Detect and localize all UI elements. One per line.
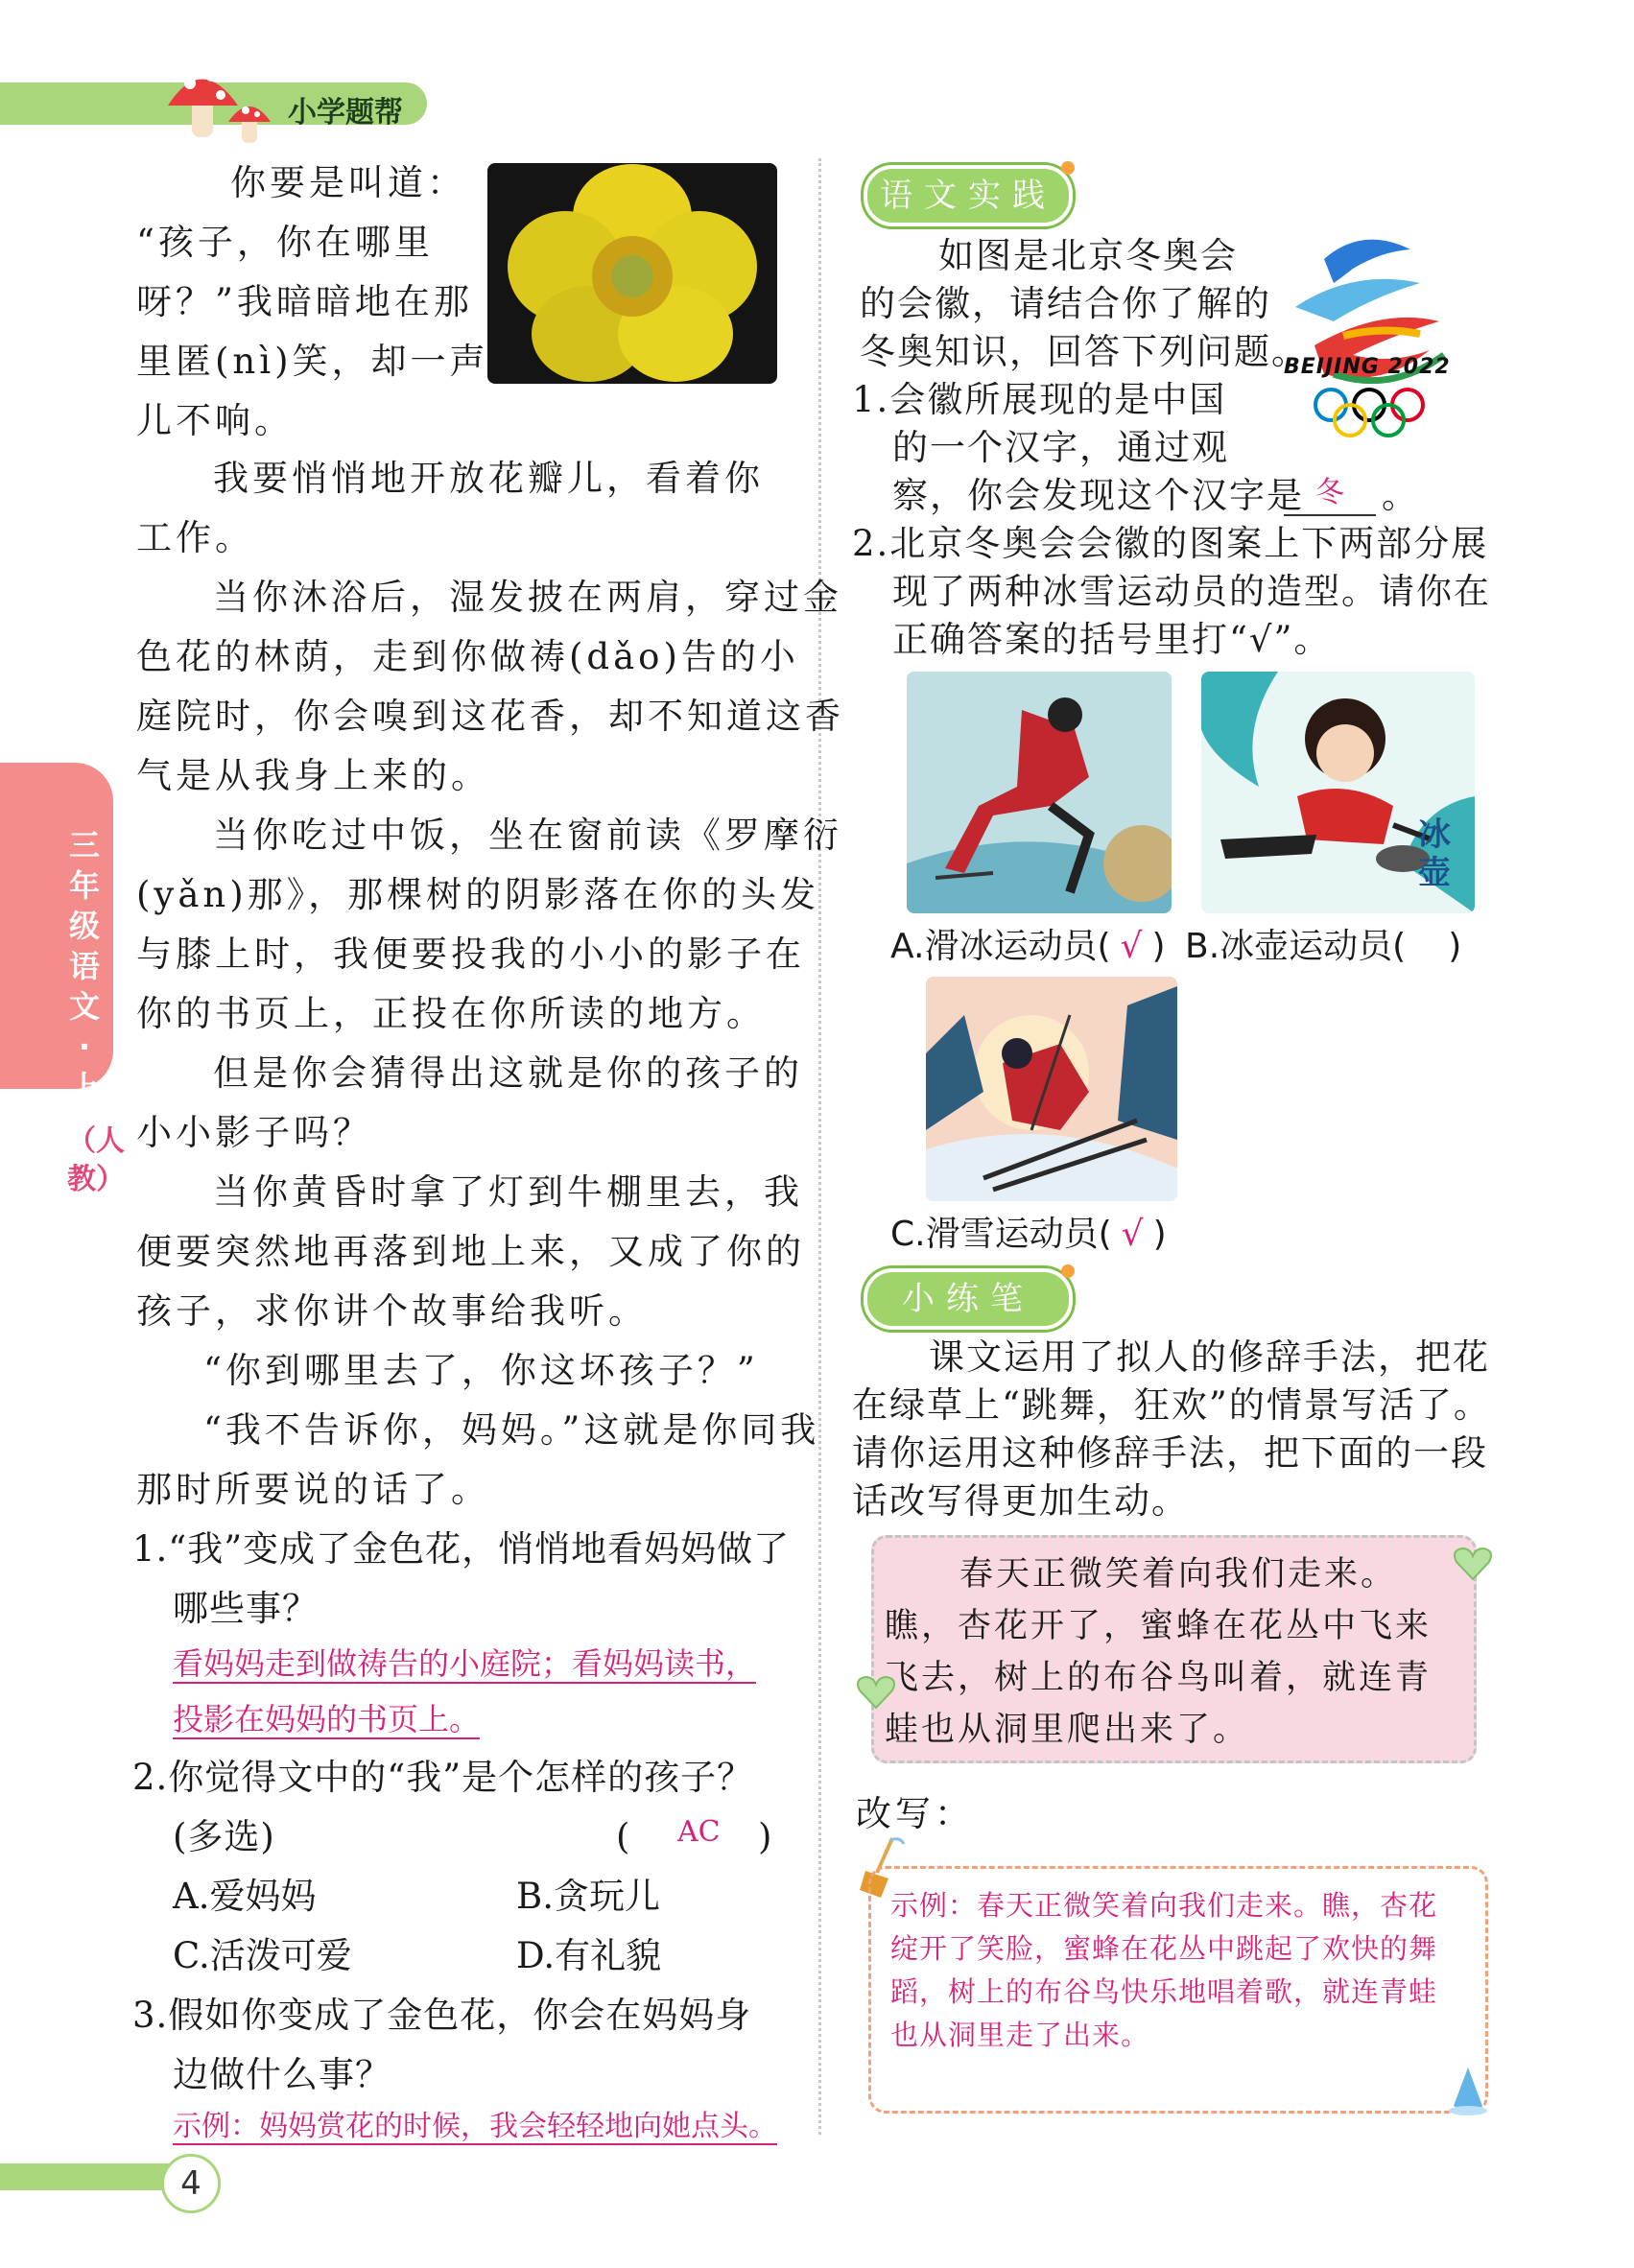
answer-2: AC [677,1815,721,1849]
practice-q1-answer: 冬 [1284,472,1376,516]
edition-label: （人教） [67,1124,125,1196]
rewrite-answer-line2: 绽开了笑脸，蜜蜂在花丛中跳起了欢快的舞 [890,1932,1438,1965]
water-drop-icon [1444,2063,1492,2120]
option-a-row [890,923,1165,971]
answer-paren-close: ) [758,1816,776,1857]
question-1-line2: 哪些事？ [173,1588,319,1629]
emblem-text: BEIJING 2022 [1284,355,1451,379]
writing-intro-line4: 话改写得更加生动。 [852,1480,1189,1522]
passage-p3-line4: 气是从我身上来的。 [136,755,490,796]
writing-intro-line1: 课文运用了拟人的修辞手法，把花 [929,1336,1490,1378]
skier-image [926,977,1177,1201]
option-a[interactable]: A.爱妈妈 [173,1876,317,1917]
passage-p3-line1: 当你沐浴后，湿发披在两肩，穿过金 [213,577,842,618]
title-dot [1061,161,1075,175]
passage-p4-line1: 当你吃过中饭，坐在窗前读《罗摩衍 [213,815,842,856]
box-line3: 飞去，树上的布谷鸟叫着，就连青 [885,1659,1433,1697]
page-number: 4 [161,2154,221,2213]
brand-title: 小学题帮 [288,96,403,130]
passage-p6-line3: 孩子，求你讲个故事给我听。 [136,1290,648,1332]
option-b-close: ) [1448,927,1462,966]
option-a-check[interactable]: √ [1120,927,1143,966]
passage-p1-line5: 儿不响。 [136,400,294,441]
practice-title-text: 语文实践 [880,177,1056,215]
passage-p1-line1: 你要是叫道： [230,162,466,203]
rewrite-answer-line4: 也从洞里走了出来。 [890,2019,1150,2051]
golden-flower-image [487,163,777,384]
practice-q2-line3: 正确答案的括号里打“√”。 [892,619,1332,660]
rewrite-answer-line1: 示例：春天正微笑着向我们走来。瞧，杏花 [890,1889,1438,1922]
answer-1-line2 [173,1694,480,1750]
answer-3-text: 示例：妈妈赏花的时候，我会轻轻地向她点头。 [173,2110,777,2143]
writing-intro-line3: 请你运用这种修辞手法，把下面的一段 [852,1432,1488,1474]
answer-1-text2: 投影在妈妈的书页上。 [173,1701,481,1737]
passage-p1-line2: “孩子，你在哪里 [136,222,434,263]
passage-p3-line2: 色花的林荫，走到你做祷(dǎo)告的小 [136,636,799,677]
writing-section-title [864,1268,1073,1330]
passage-p4-line2: (yǎn)那》，那棵树的阴影落在你的头发 [136,874,820,915]
practice-q2-line1: 2.北京冬奥会会徽的图案上下两部分展 [852,523,1489,564]
question-2-line2: (多选) [173,1816,275,1857]
question-1-line1: 1.“我”变成了金色花，悄悄地看妈妈做了 [132,1528,791,1570]
option-c-close: ) [1152,1215,1167,1254]
passage-p2-line2: 工作。 [136,517,254,558]
question-3-line1: 3.假如你变成了金色花，你会在妈妈身 [132,1995,752,2036]
option-c[interactable]: C.活泼可爱 [173,1935,352,1976]
curling-caption: 冰壶 [1418,815,1451,892]
passage-p4-line4: 你的书页上，正投在你所读的地方。 [136,993,766,1034]
passage-p1-line3: 呀？”我暗暗地在那 [136,281,473,322]
writing-title-text: 小练笔 [902,1280,1034,1318]
passage-p3-line3: 庭院时，你会嗅到这花香，却不知道这香 [136,696,844,737]
practice-q1-end: 。 [1382,475,1421,516]
practice-q1-line3: 察，你会发现这个汉字是 [892,475,1304,516]
column-divider [818,158,821,2135]
passage-p8-line1: “我不告诉你，妈妈。”这就是你同我 [203,1409,820,1451]
rewrite-answer-line3: 蹈，树上的布谷鸟快乐地唱着歌，就连青蛙 [890,1975,1438,2008]
writing-intro-line2: 在绿草上“跳舞，狂欢”的情景写活了。 [852,1384,1491,1426]
answer-3-line [173,2103,777,2155]
option-b[interactable]: B.贪玩儿 [516,1876,660,1917]
practice-intro-line2: 的会徽，请结合你了解的 [860,283,1271,324]
answer-1-text1: 看妈妈走到做祷告的小庭院；看妈妈读书， [173,1645,757,1682]
practice-q2-line2: 现了两种冰雪运动员的造型。请你在 [892,571,1491,612]
option-a-close: ) [1151,927,1166,966]
speed-skater-image [907,672,1172,913]
rewrite-label: 改写： [856,1793,974,1834]
passage-p6-line2: 便要突然地再落到地上来，又成了你的 [136,1231,805,1272]
passage-p5-line1: 但是你会猜得出这就是你的孩子的 [213,1052,803,1094]
practice-section-title [864,165,1073,226]
box-line1: 春天正微笑着向我们走来。 [959,1555,1398,1594]
grade-label: 三年级语文·上 [68,827,100,1105]
practice-q1-line1: 1.会徽所展现的是中国 [852,379,1227,420]
passage-p7-line1: “你到哪里去了，你这坏孩子？” [203,1350,759,1391]
passage-p6-line1: 当你黄昏时拿了灯到牛棚里去，我 [213,1171,803,1213]
option-c-check[interactable]: √ [1121,1215,1144,1254]
practice-q1-line2: 的一个汉字，通过观 [892,427,1229,468]
question-2-line1: 2.你觉得文中的“我”是个怎样的孩子？ [132,1757,754,1798]
curling-player-image [1201,672,1475,913]
option-b-row [1185,923,1461,971]
title-dot [1061,1264,1075,1278]
answer-1-line1 [173,1639,756,1694]
practice-intro-line3: 冬奥知识，回答下列问题。 [860,331,1309,372]
box-line4: 蛙也从洞里爬出来了。 [885,1711,1250,1749]
answer-paren-open: ( [616,1816,634,1857]
mushroom-icon [163,53,283,149]
option-c-row [890,1211,1167,1259]
option-b-label: B.冰壶运动员( [1185,927,1407,966]
practice-intro-line1: 如图是北京冬奥会 [938,235,1238,276]
beijing-2022-emblem [1276,230,1468,441]
passage-p4-line3: 与膝上时，我便要投我的小小的影子在 [136,933,805,975]
olympic-rings-icon [1310,386,1434,443]
passage-p8-line2: 那时所要说的话了。 [136,1469,490,1510]
option-a-label: A.滑冰运动员( [890,927,1111,966]
box-line2: 瞧，杏花开了，蜜蜂在花丛中飞来 [885,1607,1433,1645]
option-d[interactable]: D.有礼貌 [516,1935,662,1976]
option-b-check[interactable] [1406,927,1448,966]
option-c-label: C.滑雪运动员( [890,1215,1112,1254]
heart-balloon-icon [1449,1541,1497,1589]
question-3-line2: 边做什么事？ [173,2054,391,2095]
passage-p1-line4: 里匿(nì)笑，却一声 [136,341,489,382]
passage-p2-line1: 我要悄悄地开放花瓣儿，看着你 [213,458,764,499]
passage-p5-line2: 小小影子吗？ [136,1112,372,1153]
